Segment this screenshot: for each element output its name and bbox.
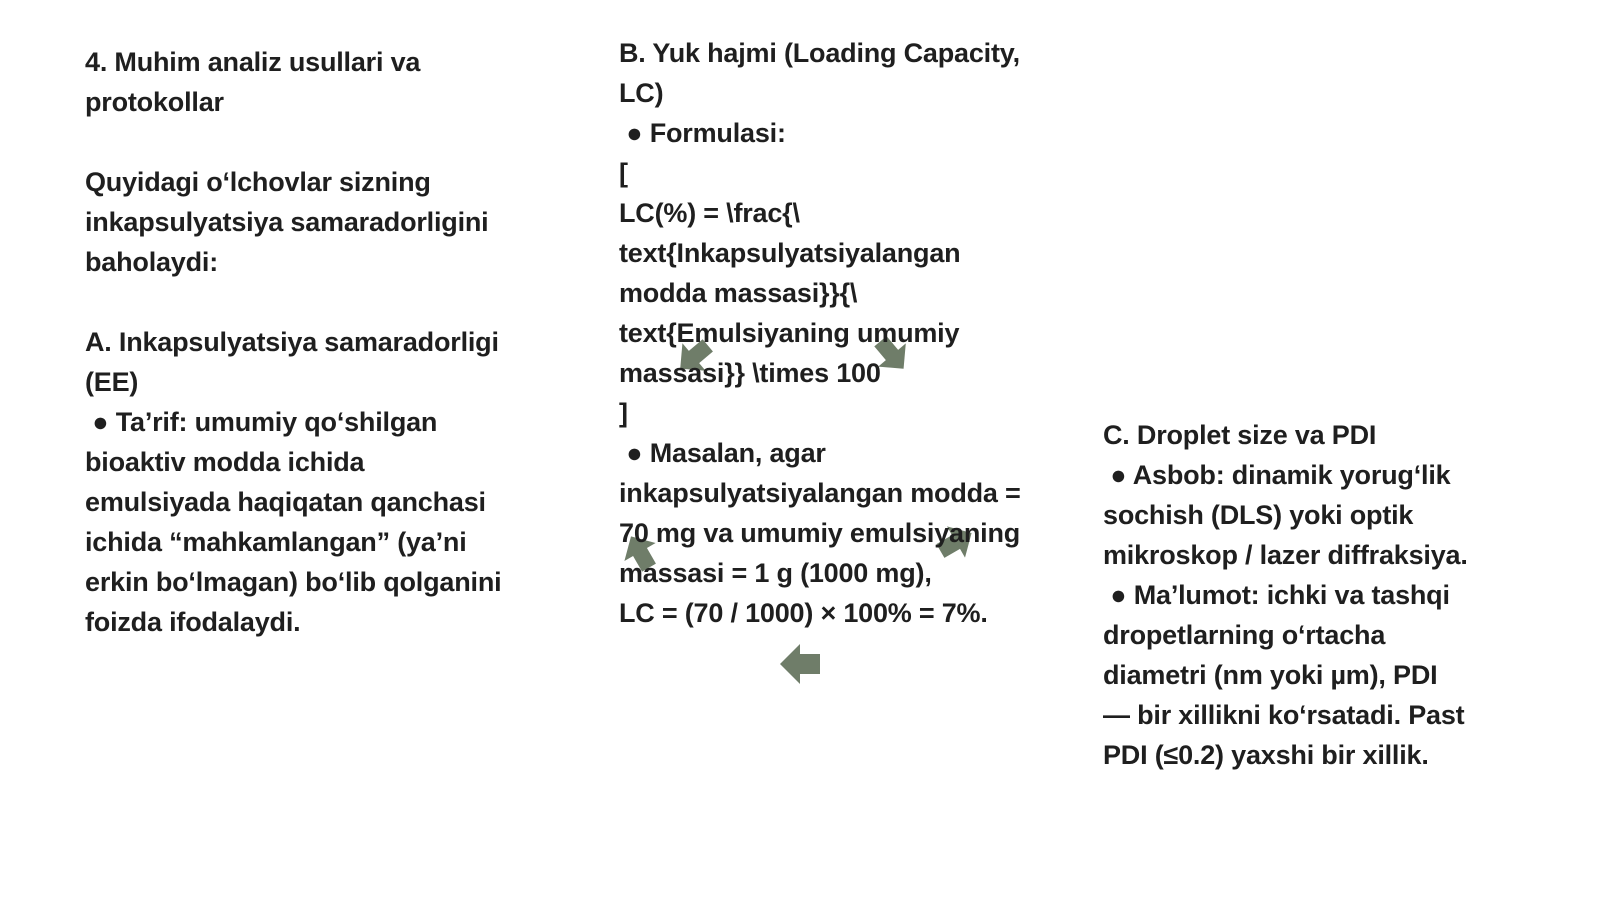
section-c-line: sochish (DLS) yoki optik <box>1103 500 1414 530</box>
slide-title-line: protokollar <box>85 87 224 117</box>
section-c-line: PDI (≤0.2) yaxshi bir xillik. <box>1103 740 1429 770</box>
section-b-line: ● Formulasi: <box>619 118 786 148</box>
section-b-line: 70 mg va umumiy emulsiyaning <box>619 518 1021 548</box>
section-c-line: — bir xillikni ko‘rsatadi. Past <box>1103 700 1465 730</box>
section-b-line: B. Yuk hajmi (Loading Capacity, <box>619 38 1020 68</box>
section-a-line: foizda ifodalaydi. <box>85 607 301 637</box>
section-b-line: modda massasi}}{\ <box>619 278 858 308</box>
section-a-line: bioaktiv modda ichida <box>85 447 365 477</box>
section-a-line: emulsiyada haqiqatan qanchasi <box>85 487 486 517</box>
section-b-line: LC(%) = \frac{\ <box>619 198 800 228</box>
section-a-line: erkin bo‘lmagan) bo‘lib qolganini <box>85 567 502 597</box>
section-b-line: inkapsulyatsiyalangan modda = <box>619 478 1021 508</box>
section-b-line: massasi = 1 g (1000 mg), <box>619 558 932 588</box>
arrow-icon <box>778 642 822 686</box>
section-c-line: mikroskop / lazer diffraksiya. <box>1103 540 1468 570</box>
column-b <box>619 33 1069 633</box>
section-a-line: ichida “mahkamlangan” (ya’ni <box>85 527 467 557</box>
section-c-line: ● Asbob: dinamik yorug‘lik <box>1103 460 1451 490</box>
slide-title-line: 4. Muhim analiz usullari va <box>85 47 421 77</box>
section-b-line: LC) <box>619 78 664 108</box>
section-b-line: ● Masalan, agar <box>619 438 826 468</box>
section-b-line: LC = (70 / 1000) × 100% = 7%. <box>619 598 988 628</box>
section-b-line: text{Emulsiyaning umumiy <box>619 318 960 348</box>
section-b-line: text{Inkapsulyatsiyalangan <box>619 238 961 268</box>
intro-line: baholaydi: <box>85 247 219 277</box>
section-b-line: [ <box>619 158 628 188</box>
section-a-line: ● Ta’rif: umumiy qo‘shilgan <box>85 407 438 437</box>
section-a-line: A. Inkapsulyatsiya samaradorligi <box>85 327 499 357</box>
column-a <box>85 42 565 642</box>
section-b-line: massasi}} \times 100 <box>619 358 881 388</box>
column-c <box>1103 415 1553 775</box>
section-a-line: (EE) <box>85 367 139 397</box>
section-c-line: ● Ma’lumot: ichki va tashqi <box>1103 580 1450 610</box>
intro-line: inkapsulyatsiya samaradorligini <box>85 207 489 237</box>
section-c-line: dropetlarning o‘rtacha <box>1103 620 1386 650</box>
section-c-line: diametri (nm yoki µm), PDI <box>1103 660 1438 690</box>
intro-line: Quyidagi o‘lchovlar sizning <box>85 167 431 197</box>
section-b-line: ] <box>619 398 628 428</box>
section-c-line: C. Droplet size va PDI <box>1103 420 1377 450</box>
